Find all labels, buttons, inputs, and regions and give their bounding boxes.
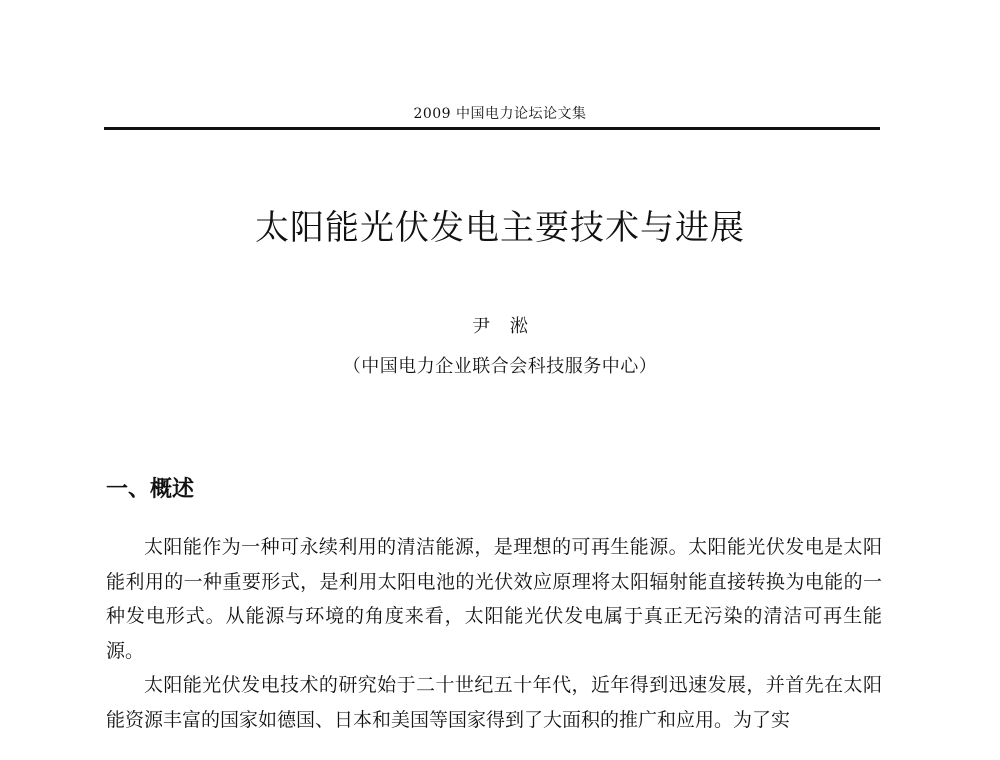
header-rule <box>104 127 880 130</box>
running-header: 2009 中国电力论坛论文集 <box>413 106 587 122</box>
body-paragraph-2: 太阳能光伏发电技术的研究始于二十世纪五十年代，近年得到迅速发展，并首先在太阳能资源丰富的国家如德国、日本和美国等国家得到了大面积的推广和应用。为了实 <box>106 674 882 731</box>
author-affiliation: （中国电力企业联合会科技服务中心） <box>342 356 658 377</box>
author-name: 尹 淞 <box>472 316 528 337</box>
paper-title: 太阳能光伏发电主要技术与进展 <box>255 208 745 248</box>
section-body <box>106 530 882 737</box>
body-paragraph-1: 太阳能作为一种可永续利用的清洁能源，是理想的可再生能源。太阳能光伏发电是太阳能利用的一种重要形式，是利用太阳电池的光伏效应原理将太阳辐射能直接转换为电能的一种发电形式。从能源与环境的角度来看，太阳能光伏发电属于真正无污染的清洁可再生能源。 <box>106 536 882 662</box>
section-heading-overview: 一、概述 <box>106 477 195 502</box>
